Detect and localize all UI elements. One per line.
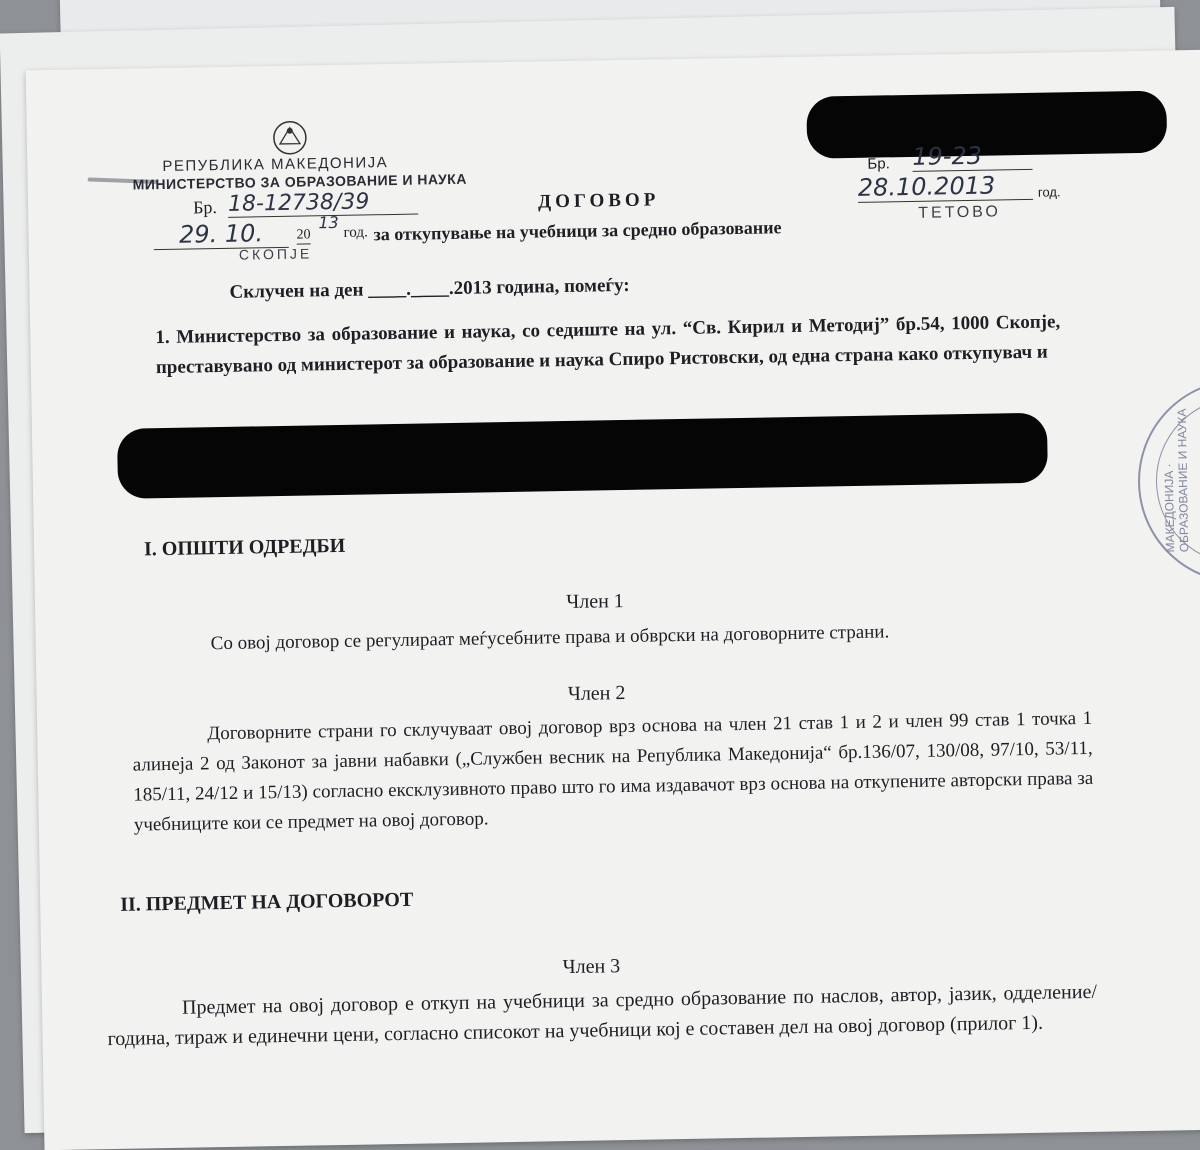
redacted-block xyxy=(117,413,1048,499)
date-year-prefix: 20 xyxy=(296,227,311,243)
article-label: Член 2 xyxy=(567,682,626,706)
document-title: ДОГОВОР xyxy=(537,189,660,213)
coat-of-arms-icon xyxy=(270,117,311,158)
city-stamp: СКОПЈЕ xyxy=(238,245,313,263)
right-city: ТЕТОВО xyxy=(918,203,1001,222)
right-date-handwritten: 28.10.2013 xyxy=(858,171,1033,203)
article-label: Член 1 xyxy=(566,590,624,614)
contract-page xyxy=(26,50,1200,1150)
reg-number-label: Бр. xyxy=(192,197,218,218)
document-subtitle: за откупување на учебници за средно образование xyxy=(373,217,782,245)
right-year-suffix: год. xyxy=(1037,184,1061,200)
republic-header: РЕПУБЛИКА МАКЕДОНИЈА xyxy=(162,154,389,176)
section-heading: I. ОПШТИ ОДРЕДБИ xyxy=(143,534,346,561)
article-text: Предмет на овој договор е откуп на учебници за средно образование по наслов, автор, јазик, одделение/година, тираж и единечни цени, согласно списокот на учебници кој е составен дел на овој договор (прилог 1). xyxy=(107,980,1098,1051)
official-seal xyxy=(1136,377,1200,585)
article-text: Со овој договор се регулираат меѓусебните права и обврски на договорните страни. xyxy=(210,621,890,655)
date-year-handwritten: 13 xyxy=(318,212,339,233)
right-reg-number: 19-23 xyxy=(912,141,1032,172)
date-suffix: год. xyxy=(343,224,368,241)
ministry-header: МИНИСТЕРСТВО ЗА ОБРАЗОВАНИЕ И НАУКА xyxy=(132,170,468,193)
article-text: Договорните страни го склучуваат овој договор врз основа на член 21 став 1 и 2 и член 99 став 1 точка 1 алинеја 2 од Законот за јавни набавки („Службен весник на Република Македонија“ бр.136/07, 130/08, 97/10, 53/11, 185/11, 24/12 и 15/13) согласно ексклузивното право што го има издавачот врз основа на откупените авторски права за учебниците кои се предмет на овој договор. xyxy=(132,707,1094,836)
date-handwritten: 29. 10. xyxy=(153,219,288,250)
reg-number-handwritten: 18-12738/39 xyxy=(228,189,418,218)
concluded-line: Склучен на ден ____.____.2013 година, помеѓу: xyxy=(229,274,630,303)
article-label: Член 3 xyxy=(562,955,621,979)
party-one-paragraph: 1. Министерство за образование и наука, со седиште на ул. “Св. Кирил и Методиј” бр.54, 1000 Скопје, преставувано од министерот за образование и наука Спиро Ристовски, од една страна како откупувач и xyxy=(155,311,1061,379)
seal-text: МАКЕДОНИЈА · ОБРАЗОВАНИЕ И НАУКА xyxy=(1161,408,1192,553)
section-heading: II. ПРЕДМЕТ НА ДОГОВОРОТ xyxy=(120,888,414,916)
right-reg-label: Бр. xyxy=(867,155,890,173)
